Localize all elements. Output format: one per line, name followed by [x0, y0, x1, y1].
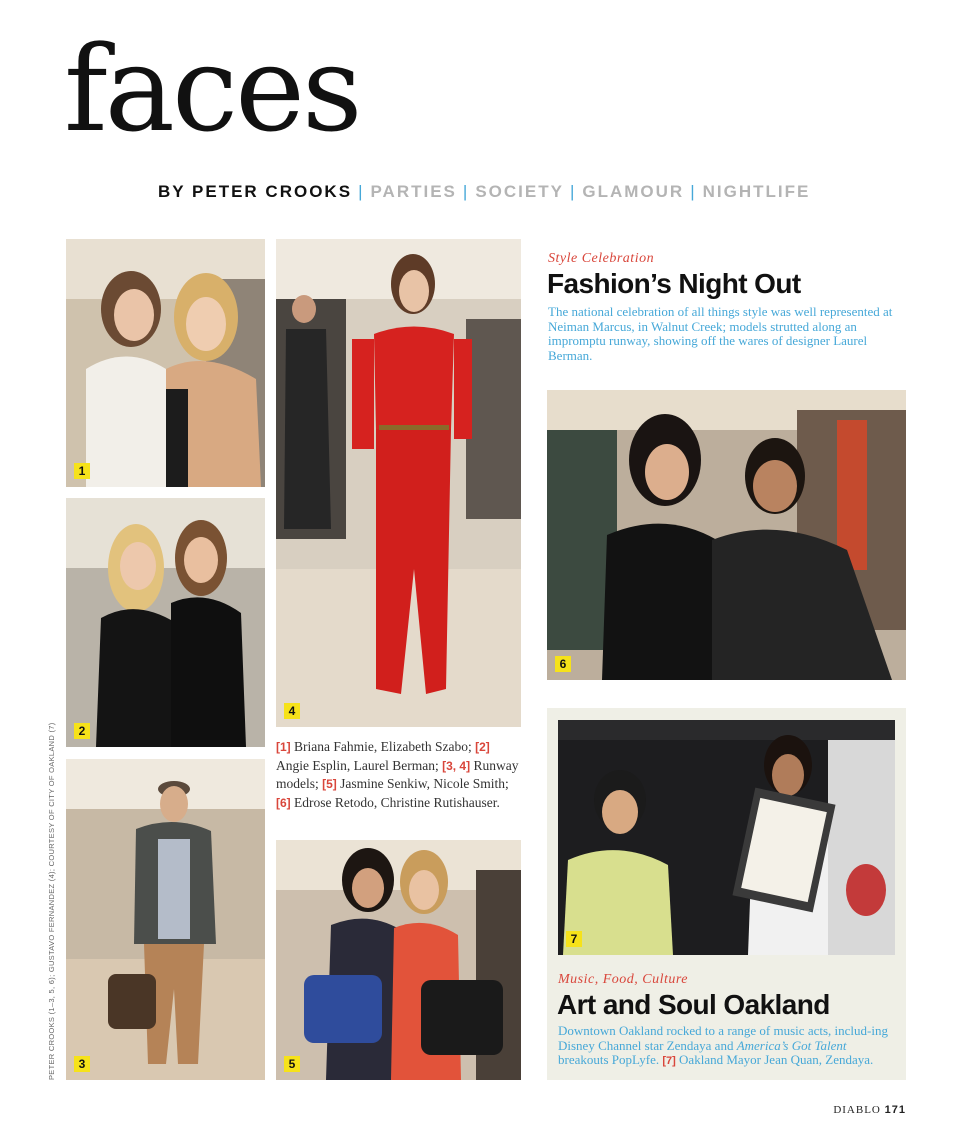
story-blurb: The national celebration of all things style was well represented at Neiman Marcus, in Walnut Creek; models strutted along an impromptu runway, showing off the wares of designer Laurel Berman.: [548, 304, 893, 363]
caption-tag: [1]: [276, 740, 291, 754]
caption-tag: [2]: [475, 740, 490, 754]
show-title: America’s Got Talent: [736, 1037, 847, 1053]
photo-number-badge: 5: [284, 1056, 300, 1072]
photo-4: [276, 239, 521, 727]
photo-2: [66, 498, 265, 747]
photo-7: [558, 720, 895, 955]
photo-6-image: [547, 390, 906, 680]
photo-number-badge: 2: [74, 723, 90, 739]
photo-number-badge: 1: [74, 463, 90, 479]
caption-tag: [3, 4]: [442, 758, 471, 773]
magazine-section-title: faces: [64, 20, 360, 158]
photo-number-badge: 4: [284, 703, 300, 719]
photo-credit: PETER CROOKS (1–3, 5, 6); GUSTAVO FERNANDEZ (4); COURTESY OF CITY OF OAKLAND (7): [47, 722, 56, 1080]
caption-tag: [6]: [276, 795, 291, 810]
story-headline: Fashion’s Night Out: [547, 268, 801, 299]
magazine-name: DIABLO: [833, 1104, 881, 1116]
photo-1: [66, 239, 265, 487]
photo-1-image: [66, 239, 265, 487]
photo-4-image: [276, 239, 521, 727]
page-number: 171: [884, 1104, 906, 1116]
caption-text: Angie Esplin, Laurel Berman;: [276, 757, 443, 773]
photo-number-badge: 7: [566, 931, 582, 947]
photo-7-image: [558, 720, 895, 955]
photo-captions: [276, 738, 521, 812]
caption-text: Jasmine Senkiw, Nicole Smith;: [336, 776, 509, 791]
byline: BY PETER CROOKS | PARTIES | SOCIETY | GLAMOUR | NIGHTLIFE: [158, 182, 811, 201]
caption-tag: [5]: [322, 777, 337, 791]
caption-text: Runway models;: [276, 757, 519, 791]
photo-2-image: [66, 498, 265, 747]
author-name: BY PETER CROOKS: [158, 182, 353, 201]
story-kicker: Style Celebration: [548, 251, 655, 266]
page-folio: [833, 1104, 906, 1116]
photo-number-badge: 6: [555, 656, 571, 672]
photo-5-image: [276, 840, 521, 1080]
story-kicker: Music, Food, Culture: [558, 972, 689, 987]
story-headline: Art and Soul Oakland: [557, 989, 830, 1020]
photo-number-badge: 3: [74, 1056, 90, 1072]
caption-text: Briana Fahmie, Elizabeth Szabo;: [290, 739, 476, 754]
photo-3: [66, 759, 265, 1080]
section-parties[interactable]: PARTIES: [370, 182, 457, 201]
section-society[interactable]: SOCIETY: [475, 182, 564, 201]
section-glamour[interactable]: GLAMOUR: [582, 182, 685, 201]
photo-5: [276, 840, 521, 1080]
section-nightlife[interactable]: NIGHTLIFE: [702, 182, 811, 201]
photo-6: [547, 390, 906, 680]
caption-text: Edrose Retodo, Christine Rutishauser.: [290, 794, 500, 810]
story-blurb: Downtown Oakland rocked to a range of music acts, includ-ing Disney Channel star Zendaya and America’s Got Talent breakouts PopLyfe. [7] Oakland Mayor Jean Quan, Zendaya.: [558, 1023, 888, 1067]
caption-tag: [7]: [662, 1055, 676, 1067]
photo-3-image: [66, 759, 265, 1080]
